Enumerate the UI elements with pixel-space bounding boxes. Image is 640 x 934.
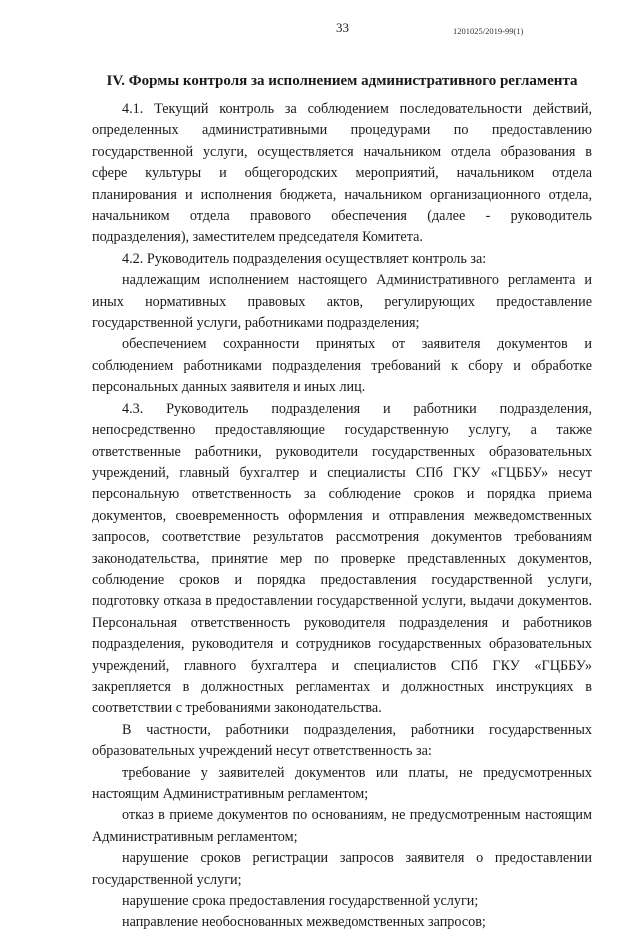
- control-item-compliance: надлежащим исполнением настоящего Административного регламента и иных нормативных правовых актов, регулирующих предоставление государственной услуги, работниками подразделения;: [92, 272, 592, 332]
- paragraph-4-2: 4.2. Руководитель подразделения осуществляет контроль за:: [122, 250, 487, 267]
- page-number: 33: [336, 20, 349, 35]
- paragraph-4-1: 4.1. Текущий контроль за соблюдением последовательности действий, определенных административными процедурами по предоставлению государственной услуги, осуществляется начальником отдела образования в сфере культуры и общегородских мероприятий, начальником отдела планирования и исполнения бюджета, начальником организационного отдела, начальником отдела правового обеспечения (далее - руководитель подразделения), заместителем председателя Комитета.: [92, 101, 592, 246]
- responsibility-item-demand: требование у заявителей документов или платы, не предусмотренных настоящим Административным регламентом;: [92, 764, 592, 802]
- paragraph-4-3: 4.3. Руководитель подразделения и работники подразделения, непосредственно предоставляющие государственную услугу, а также ответственные работники, руководители государственных образовательных учреждений, главный бухгалтер и специалисты СПб ГКУ «ГЦББУ» несут персональную ответственность за соблюдение сроков и порядка приема документов, своевременность оформления и отправления межведомственных запросов, соответствие результатов рассмотрения документов требованиям законодательства, принятие мер по проверке представленных документов, соблюдение сроков и порядка предоставления государственной услуги, подготовку отказа в предоставлении государственной услуги, выдачи документов. Персональная ответственность руководителя подразделения и работников подразделения, руководителя и сотрудников государственных образовательных учреждений, главного бухгалтера и специалистов СПб ГКУ «ГЦББУ» закрепляется в должностных регламентах и должностных инструкциях в соответствии с требованиями законодательства.: [92, 400, 592, 717]
- responsibility-item-refusal: отказ в приеме документов по основаниям, не предусмотренным настоящим Административным регламентом;: [92, 807, 592, 845]
- document-body: [92, 99, 592, 934]
- document-code: 1201025/2019-99(1): [453, 26, 524, 36]
- section-title: IV. Формы контроля за исполнением административного регламента: [106, 73, 578, 89]
- responsibility-item-registration: нарушение сроков регистрации запросов заявителя о предоставлении государственной услуги;: [92, 850, 592, 888]
- responsibility-item-requests: направление необоснованных межведомственных запросов;: [122, 914, 486, 931]
- control-item-safekeeping: обеспечением сохранности принятых от заявителя документов и соблюдением работниками подразделения требований к сбору и обработке персональных данных заявителя и иных лиц.: [92, 336, 592, 396]
- responsibility-item-deadline: нарушение срока предоставления государственной услуги;: [122, 893, 479, 910]
- paragraph-responsibility-intro: В частности, работники подразделения, работники государственных образовательных учреждений несут ответственность за:: [92, 721, 592, 760]
